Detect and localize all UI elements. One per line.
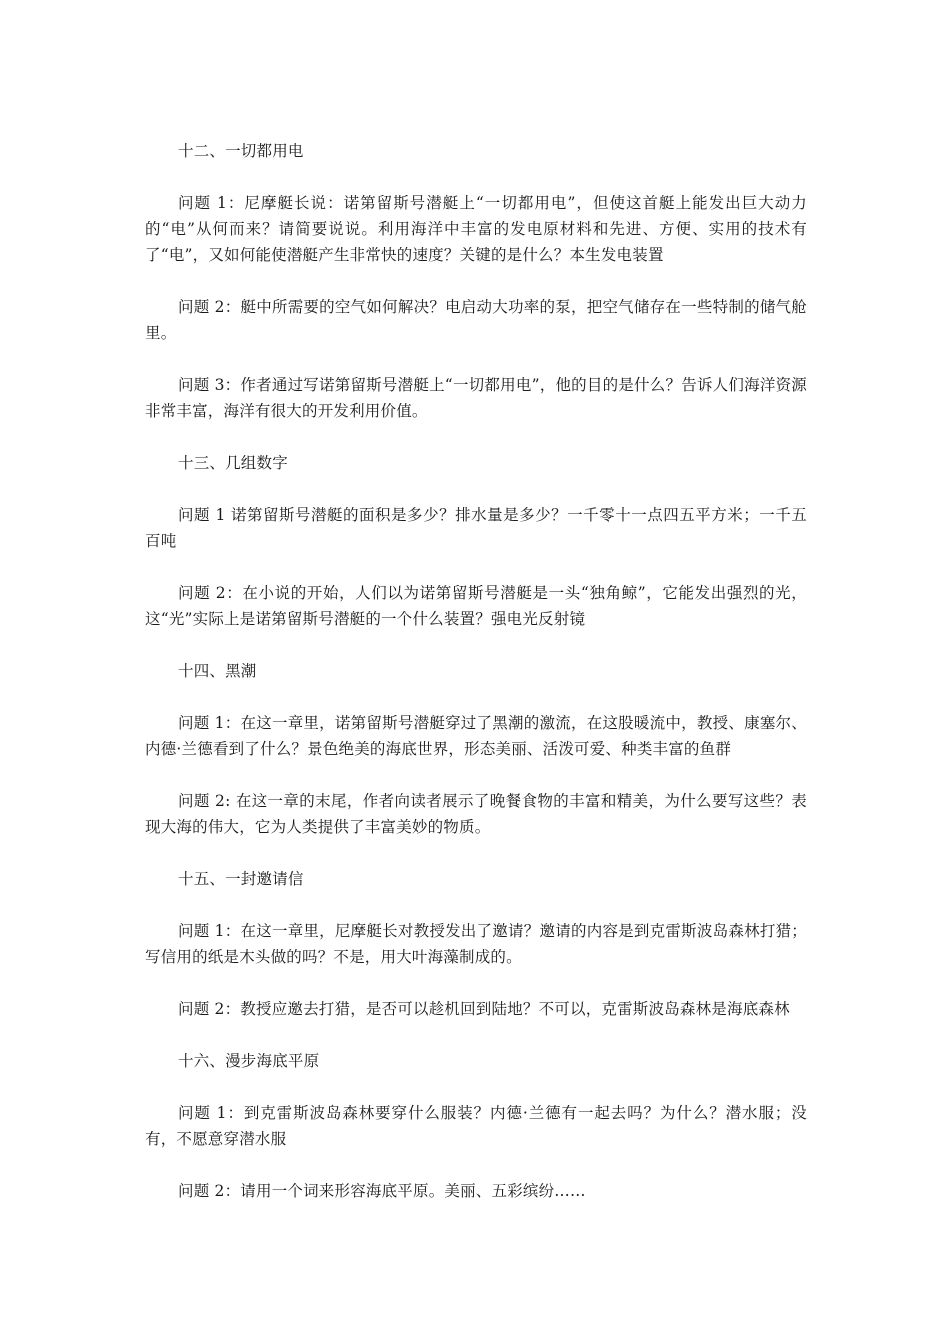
question-paragraph: 问题 2: 在这一章的末尾，作者向读者展示了晚餐食物的丰富和精美，为什么要写这些？表现大海的伟大，它为人类提供了丰富美妙的物质。 (145, 792, 807, 836)
section-heading: 十四、黑潮 (178, 662, 257, 680)
document-page (145, 138, 807, 1230)
question-paragraph: 问题 2：在小说的开始，人们以为诺第留斯号潜艇是一头“独角鲸”，它能发出强烈的光，这“光”实际上是诺第留斯号潜艇的一个什么装置？强电光反射镜 (145, 584, 807, 628)
question-paragraph: 问题 1：到克雷斯波岛森林要穿什么服装？内德·兰德有一起去吗？为什么？潜水服；没有，不愿意穿潜水服 (145, 1104, 807, 1148)
question-paragraph: 问题 2：艇中所需要的空气如何解决？电启动大功率的泵，把空气储存在一些特制的储气舱里。 (145, 298, 807, 342)
question-paragraph: 问题 1 诺第留斯号潜艇的面积是多少？排水量是多少？一千零十一点四五平方米；一千五百吨 (145, 506, 807, 550)
question-paragraph: 问题 2：请用一个词来形容海底平原。美丽、五彩缤纷…… (178, 1182, 586, 1200)
question-paragraph: 问题 1：尼摩艇长说：诺第留斯号潜艇上“一切都用电”，但使这首艇上能发出巨大动力的“电”从何而来？请简要说说。利用海洋中丰富的发电原材料和先进、方便、实用的技术有了“电”，又如何能使潜艇产生非常快的速度？关键的是什么？本生发电装置 (145, 194, 807, 264)
question-paragraph: 问题 1：在这一章里，尼摩艇长对教授发出了邀请？邀请的内容是到克雷斯波岛森林打猎；写信用的纸是木头做的吗？不是，用大叶海藻制成的。 (145, 922, 807, 966)
question-paragraph: 问题 1：在这一章里，诺第留斯号潜艇穿过了黑潮的激流，在这股暖流中，教授、康塞尔、内德·兰德看到了什么？景色绝美的海底世界，形态美丽、活泼可爱、种类丰富的鱼群 (145, 714, 807, 758)
section-heading: 十六、漫步海底平原 (178, 1052, 320, 1070)
section-heading: 十三、几组数字 (178, 454, 288, 472)
section-heading: 十五、一封邀请信 (178, 870, 304, 888)
section-heading: 十二、一切都用电 (178, 142, 304, 160)
question-paragraph: 问题 2：教授应邀去打猎，是否可以趁机回到陆地？不可以，克雷斯波岛森林是海底森林 (178, 1000, 790, 1018)
question-paragraph: 问题 3：作者通过写诺第留斯号潜艇上“一切都用电”，他的目的是什么？告诉人们海洋资源非常丰富，海洋有很大的开发利用价值。 (145, 376, 807, 420)
